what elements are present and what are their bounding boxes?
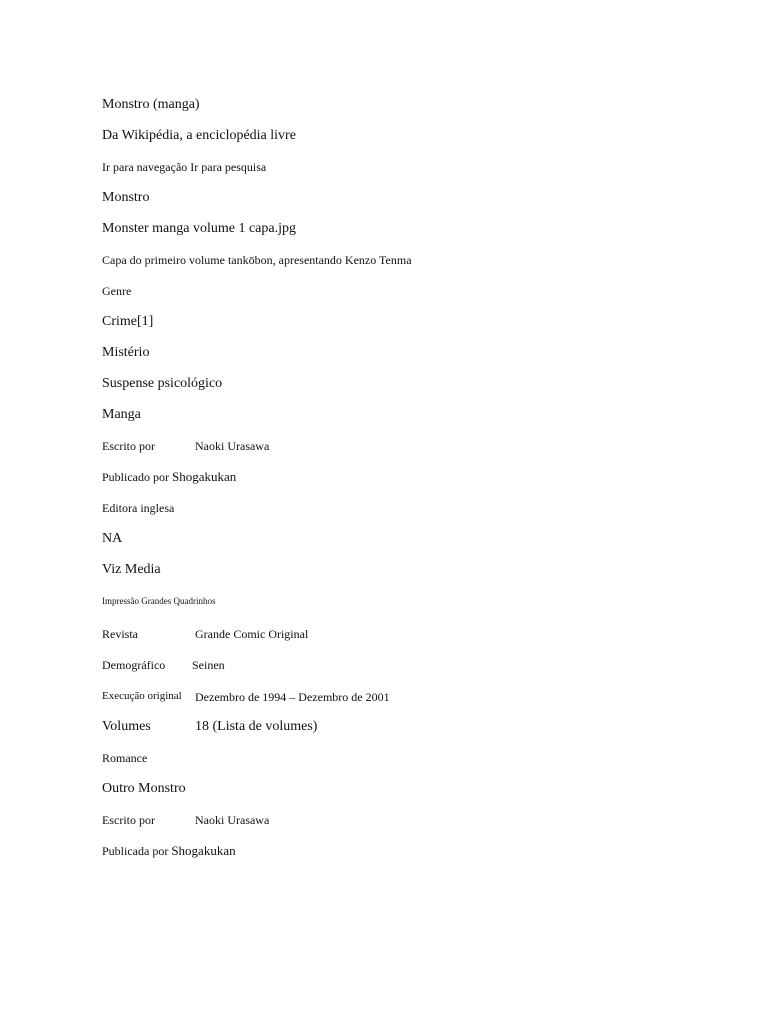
written-by-label: Escrito por (102, 439, 155, 453)
original-run-value: Dezembro de 1994 – Dezembro de 2001 (195, 690, 390, 704)
document-page (102, 96, 722, 873)
novel-published-by-row (102, 842, 722, 873)
published-by-label: Publicada por (102, 844, 169, 858)
image-file-link[interactable]: Monster manga volume 1 capa.jpg (102, 221, 297, 236)
infobox-caption: Capa do primeiro volume tankōbon, apresentando Kenzo Tenma (102, 253, 412, 267)
skip-links (102, 158, 722, 189)
imprint: Impressão Grandes Quadrinhos (102, 596, 216, 606)
demographic-label: Demográfico (102, 658, 166, 672)
region-label: NA (102, 531, 123, 546)
article-title: Monstro (manga) (102, 97, 200, 112)
written-by-label: Escrito por (102, 813, 155, 827)
magazine-label: Revista (102, 627, 138, 641)
genre-item (102, 313, 722, 344)
manga-written-by-row (102, 437, 722, 468)
infobox-name: Monstro (102, 190, 150, 205)
publisher-link[interactable]: Shogakukan (172, 469, 237, 484)
genre-link-crime[interactable]: Crime[1] (102, 314, 154, 329)
published-by-label: Publicado por (102, 470, 169, 484)
novel-written-by-row (102, 811, 722, 842)
novel-section-header: Romance (102, 751, 148, 765)
volumes-label: Volumes (102, 719, 151, 734)
demographic-row (102, 656, 722, 687)
magazine-row (102, 625, 722, 656)
original-run-row (102, 687, 722, 718)
magazine-link[interactable]: Grande Comic Original (195, 627, 309, 641)
infobox-image-file (102, 220, 722, 251)
volumes-row (102, 718, 722, 749)
genre-item (102, 344, 722, 375)
genre-link-suspense[interactable]: Suspense psicológico (102, 376, 223, 391)
genre-item (102, 375, 722, 406)
english-publisher-label: Editora inglesa (102, 501, 175, 515)
novel-author-link[interactable]: Naoki Urasawa (195, 813, 270, 827)
volumes-link[interactable]: 18 (Lista de volumes) (195, 719, 318, 734)
original-run-label: Execução original (102, 690, 182, 702)
novel-publisher-link[interactable]: Shogakukan (171, 843, 236, 858)
manga-section-header: Manga (102, 407, 141, 422)
viz-media-link[interactable]: Viz Media (102, 562, 161, 577)
english-publisher (102, 561, 722, 592)
author-link[interactable]: Naoki Urasawa (195, 439, 270, 453)
novel-title: Outro Monstro (102, 781, 186, 796)
article-source: Da Wikipédia, a enciclopédia livre (102, 128, 296, 143)
demographic-link[interactable]: Seinen (192, 658, 225, 672)
skip-links-text[interactable]: Ir para navegação Ir para pesquisa (102, 160, 267, 174)
genre-link-misterio[interactable]: Mistério (102, 345, 150, 360)
manga-published-by-row (102, 468, 722, 499)
genre-label: Genre (102, 284, 132, 298)
